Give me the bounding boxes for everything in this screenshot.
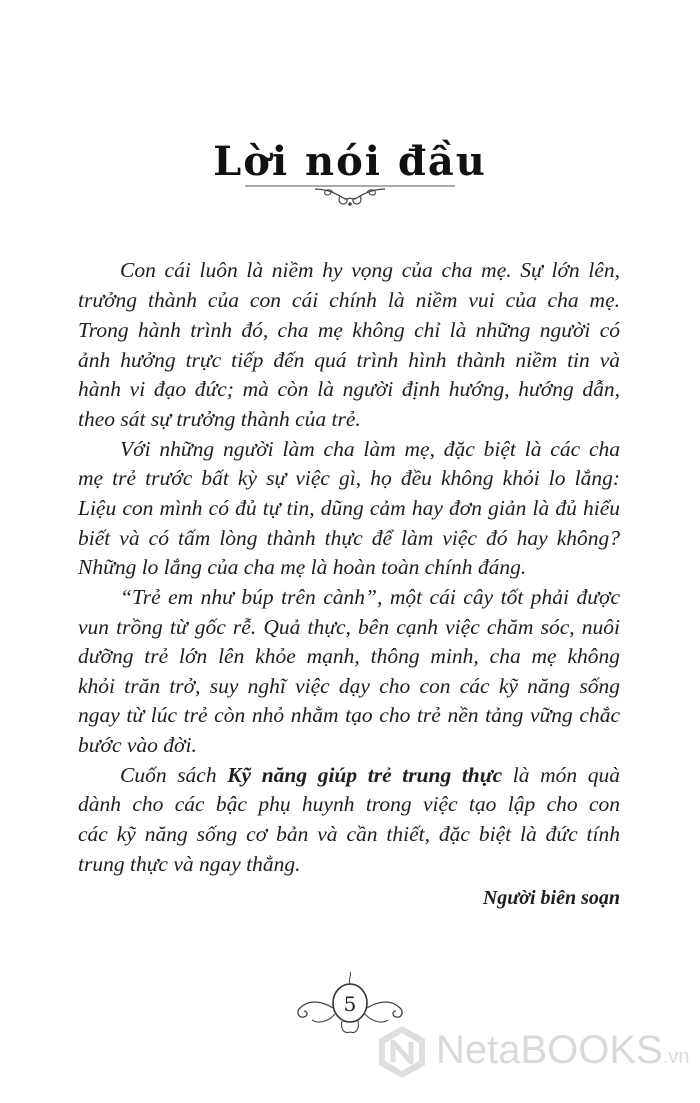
text-line: Trong hành trình đó, cha mẹ không chỉ là những người có [78,318,620,342]
text-line: trung thực và ngay thẳng. [78,852,301,876]
watermark-suffix: .vn [662,1046,690,1068]
text-line: Liệu con mình có đủ tự tin, dũng cảm hay đơn giản là đủ hiểu [78,496,620,520]
text-line: vun trồng từ gốc rễ. Quả thực, bên cạnh việc chăm sóc, nuôi [78,615,620,639]
text-line: Những lo lắng của cha mẹ là hoàn toàn chính đáng. [78,555,527,579]
watermark-text [436,1028,689,1073]
text-line: trưởng thành của con cái chính là niềm vui của cha mẹ. [78,288,620,312]
text-fragment: là món quà [502,763,620,787]
title-ornament [245,180,455,210]
text-line: dưỡng trẻ lớn lên khỏe mạnh, thông minh, cha mẹ không [78,644,620,668]
text-line: hành vi đạo đức; mà còn là người định hướng, hướng dẫn, [78,377,620,401]
text-line: “Trẻ em như búp trên cành”, một cái cây tốt phải được [120,585,620,609]
text-line: Con cái luôn là niềm hy vọng của cha mẹ. Sự lớn lên, [120,258,620,282]
text-line: ngay từ lúc trẻ còn nhỏ nhằm tạo cho trẻ nền tảng vững chắc [78,703,620,727]
page-title: Lời nói đầu [213,138,487,185]
netabooks-logo-icon [374,1024,430,1080]
text-line: Với những người làm cha làm mẹ, đặc biệt là các cha [120,437,620,461]
text-line: ảnh hưởng trực tiếp đến quá trình hình thành niềm tin và [78,348,620,372]
text-line: biết và có tấm lòng thành thực để làm việc đó hay không? [78,526,620,550]
watermark-brand: NetaBOOKS [436,1028,663,1072]
watermark [370,1022,700,1082]
text-line: bước vào đời. [78,733,197,757]
page-number: 5 [343,992,357,1016]
text-line: dành cho các bậc phụ huynh trong việc tạo lập cho con [78,792,620,816]
book-title: Kỹ năng giúp trẻ trung thực [227,763,503,787]
text-line: các kỹ năng sống cơ bản và cần thiết, đặc biệt là đức tính [78,822,620,846]
text-line-with-book-title [120,763,620,793]
author-signature: Người biên soạn [482,887,620,909]
text-line: theo sát sự trưởng thành của trẻ. [78,407,361,431]
text-line: mẹ trẻ trước bất kỳ sự việc gì, họ đều không khỏi lo lắng: [78,466,620,490]
text-line: khỏi trăn trở, suy nghĩ việc dạy cho con các kỹ năng sống [78,674,620,698]
text-fragment: Cuốn sách [120,763,228,787]
